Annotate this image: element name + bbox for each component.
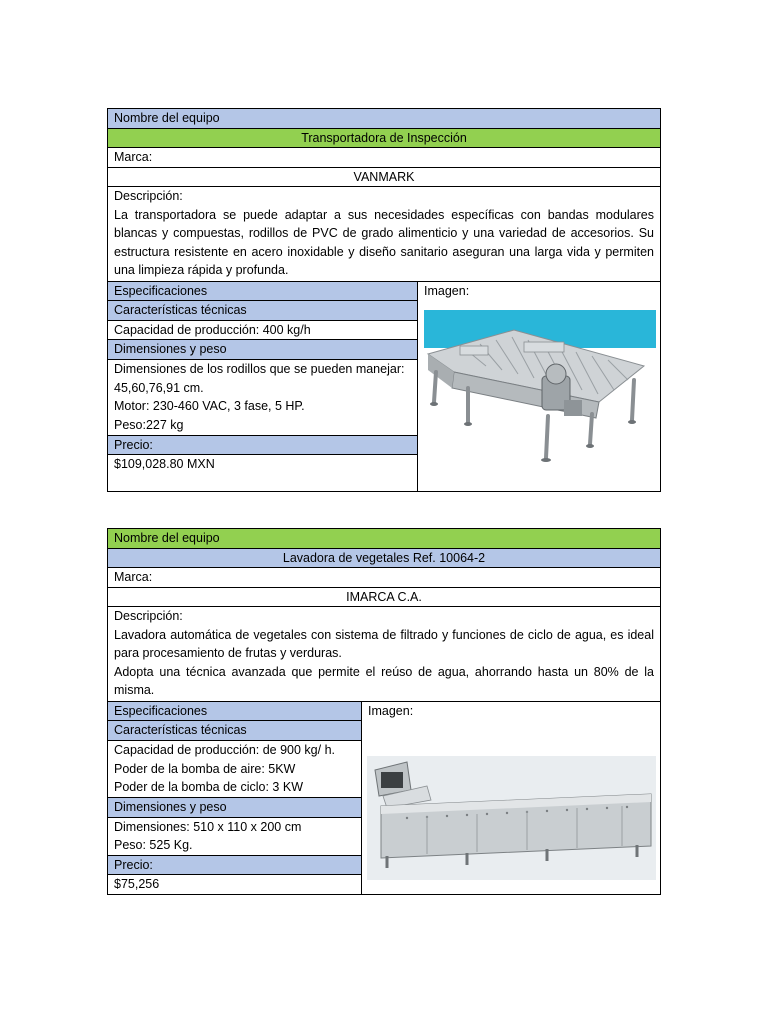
specs-section: [108, 282, 660, 491]
description-text: Adopta una técnica avanzada que permite el reúso de agua, ahorrando hasta un 80% de la misma.: [114, 664, 654, 698]
dims-line: Peso:227 kg: [114, 418, 184, 433]
tech-line: Capacidad de producción: 400 kg/h: [108, 321, 417, 341]
tech-cell: [108, 741, 361, 798]
dims-line: Peso: 525 Kg.: [114, 838, 193, 853]
specs-column: [108, 702, 362, 894]
equipment-name: Transportadora de Inspección: [108, 129, 660, 149]
description-cell: [108, 607, 660, 702]
dims-label: Dimensiones y peso: [108, 798, 361, 818]
brand-label: Marca:: [108, 568, 660, 588]
price-value: $75,256: [114, 877, 160, 892]
image-label: Imagen:: [424, 283, 470, 298]
description-text: Lavadora automática de vegetales con sistema de filtrado y funciones de ciclo de agua, es ideal para procesamiento de frutas y verduras.: [114, 627, 654, 661]
dims-cell: [108, 360, 417, 436]
dims-line: 45,60,76,91 cm.: [114, 380, 204, 395]
description-text: La transportadora se puede adaptar a sus necesidades específicas con bandas modulares blancas y compuestas, rodillos de PVC de grado alimenticio y una variedad de accesorios. Su estructura resistente en acero inoxidable y diseño sanitario aseguran una larga vida y permiten una limpieza rápida y profunda.: [114, 207, 654, 278]
brand-value: VANMARK: [108, 168, 660, 188]
price-label: Precio:: [108, 436, 417, 456]
dims-line: Motor: 230-460 VAC, 3 fase, 5 HP.: [114, 399, 305, 414]
equipment-name: Lavadora de vegetales Ref. 10064-2: [108, 549, 660, 569]
specs-section: [108, 702, 660, 894]
image-column: [362, 702, 660, 894]
image-label: Imagen:: [368, 703, 414, 718]
tech-line: Capacidad de producción: de 900 kg/ h.: [114, 742, 335, 757]
washer-image: [367, 756, 656, 880]
price-value: $109,028.80 MXN: [114, 457, 215, 472]
tech-label: Características técnicas: [108, 301, 417, 321]
tech-label: Características técnicas: [108, 721, 361, 741]
specs-column: [108, 282, 418, 491]
conveyor-image: [424, 310, 656, 488]
name-label: Nombre del equipo: [108, 109, 660, 129]
description-label: Descripción:: [114, 189, 183, 203]
name-label: Nombre del equipo: [108, 529, 660, 549]
specs-label: Especificaciones: [108, 282, 417, 302]
description-cell: [108, 187, 660, 282]
equipment-table-1: [107, 108, 661, 492]
image-column: [418, 282, 660, 491]
price-label: Precio:: [108, 856, 361, 876]
tech-line: Poder de la bomba de aire: 5KW: [114, 761, 296, 776]
description-label: Descripción:: [114, 609, 183, 623]
specs-label: Especificaciones: [108, 702, 361, 722]
dims-line: Dimensiones de los rodillos que se pueden manejar:: [114, 361, 405, 376]
brand-value: IMARCA C.A.: [108, 588, 660, 608]
tech-line: Poder de la bomba de ciclo: 3 KW: [114, 780, 303, 795]
dims-label: Dimensiones y peso: [108, 340, 417, 360]
brand-label: Marca:: [108, 148, 660, 168]
dims-cell: [108, 818, 361, 856]
dims-line: Dimensiones: 510 x 110 x 200 cm: [114, 819, 302, 834]
equipment-table-2: [107, 528, 661, 895]
